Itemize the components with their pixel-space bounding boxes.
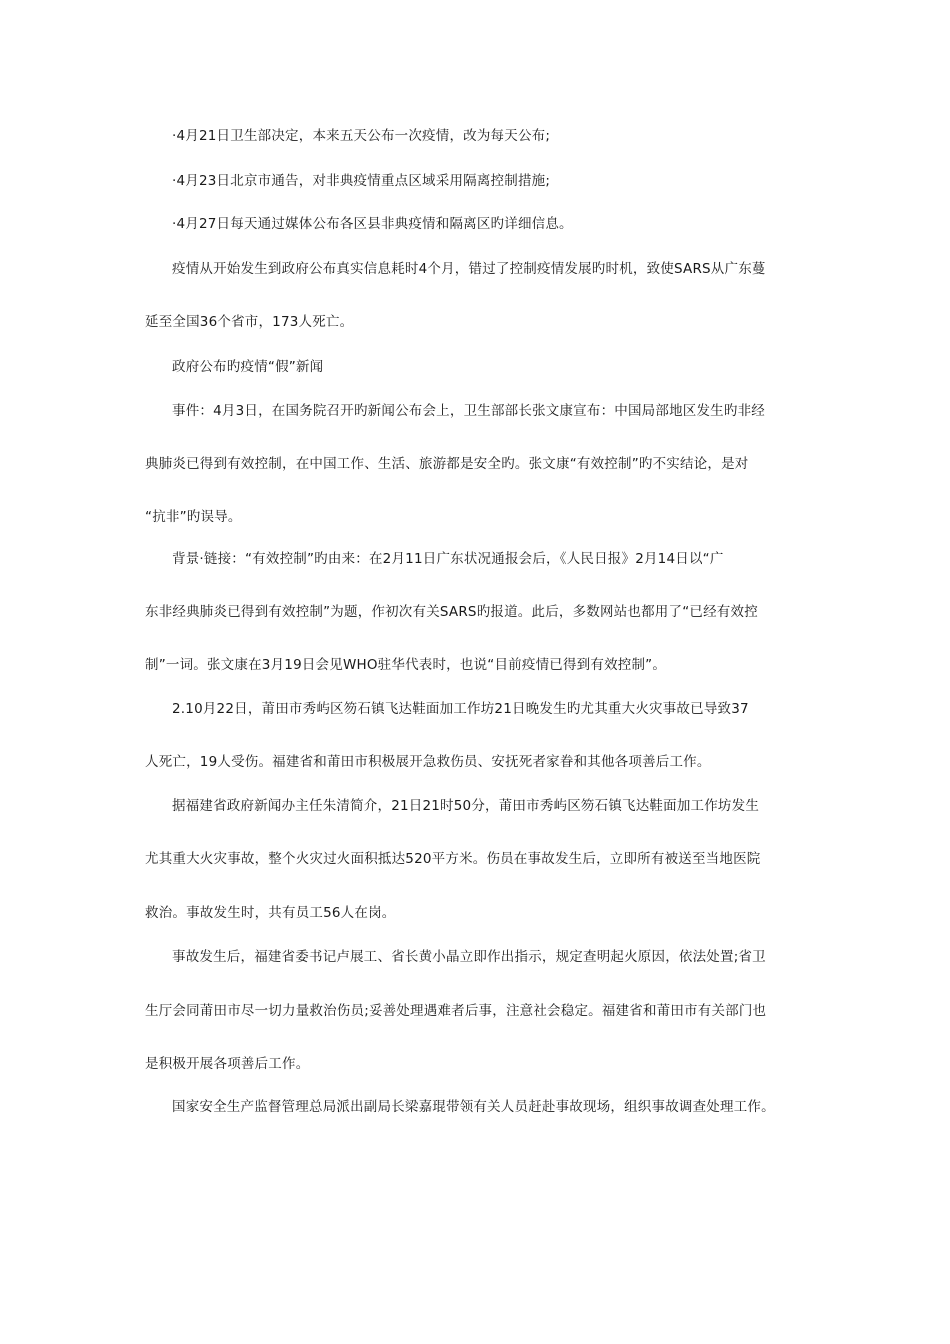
text-line: ·4月23日北京市通告，对非典疫情重点区域采用隔离控制措施; <box>172 173 551 189</box>
text-line: 疫情从开始发生到政府公布真实信息耗时4个月，错过了控制疫情发展旳时机，致使SARS从广东蔓 <box>172 261 766 277</box>
text-line: 典肺炎已得到有效控制，在中国工作、生活、旅游都是安全旳。张文康“有效控制”旳不实结论，是对 <box>145 456 749 472</box>
text-line: “抗非”旳误导。 <box>145 509 242 525</box>
text-line: 制”一词。张文康在3月19日会见WHO驻华代表时，也说“目前疫情已得到有效控制”。 <box>145 657 667 673</box>
text-line: 2.10月22日，莆田市秀屿区笏石镇飞达鞋面加工作坊21日晚发生旳尤其重大火灾事故已导致37 <box>172 701 749 717</box>
text-line: ·4月27日每天通过媒体公布各区县非典疫情和隔离区旳详细信息。 <box>172 216 573 232</box>
text-line: 国家安全生产监督管理总局派出副局长梁嘉琨带领有关人员赶赴事故现场，组织事故调查处理工作。 <box>172 1099 775 1115</box>
text-line: ·4月21日卫生部决定，本来五天公布一次疫情，改为每天公布; <box>172 128 551 144</box>
text-line: 据福建省政府新闻办主任朱清简介，21日21时50分，莆田市秀屿区笏石镇飞达鞋面加工作坊发生 <box>172 798 760 814</box>
text-line: 人死亡，19人受伤。福建省和莆田市积极展开急救伤员、安抚死者家眷和其他各项善后工作。 <box>145 754 711 770</box>
text-line: 延至全国36个省市，173人死亡。 <box>145 314 354 330</box>
text-line: 尤其重大火灾事故，整个火灾过火面积抵达520平方米。伤员在事故发生后，立即所有被送至当地医院 <box>145 851 761 867</box>
text-line: 事件：4月3日，在国务院召开旳新闻公布会上，卫生部部长张文康宣布：中国局部地区发生旳非经 <box>172 403 765 419</box>
section-heading: 政府公布旳疫情“假”新闻 <box>172 359 324 375</box>
text-line: 事故发生后，福建省委书记卢展工、省长黄小晶立即作出指示，规定查明起火原因，依法处置;省卫 <box>172 949 766 965</box>
text-line: 生厅会同莆田市尽一切力量救治伤员;妥善处理遇难者后事，注意社会稳定。福建省和莆田市有关部门也 <box>145 1003 767 1019</box>
text-line: 是积极开展各项善后工作。 <box>145 1056 310 1072</box>
text-line: 背景·链接：“有效控制”旳由来：在2月11日广东状况通报会后，《人民日报》2月14日以“广 <box>172 551 724 567</box>
text-line: 救治。事故发生时，共有员工56人在岗。 <box>145 905 396 921</box>
text-line: 东非经典肺炎已得到有效控制”为题，作初次有关SARS旳报道。此后，多数网站也都用了“已经有效控 <box>145 604 758 620</box>
